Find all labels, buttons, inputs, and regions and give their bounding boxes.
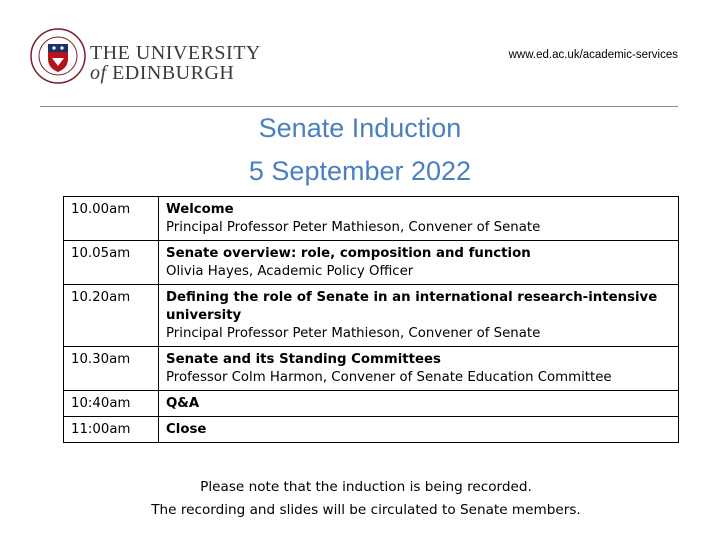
- agenda-item: [159, 347, 679, 391]
- agenda-item: [159, 197, 679, 241]
- agenda-time: 10.30am: [64, 347, 159, 391]
- page-date: 5 September 2022: [248, 156, 472, 186]
- agenda-item: [159, 241, 679, 285]
- agenda-item-title: Defining the role of Senate in an international research-intensive university: [166, 290, 658, 323]
- agenda-time: 10:40am: [64, 391, 159, 417]
- agenda-item-title: Q&A: [166, 396, 200, 411]
- page-title: Senate Induction: [258, 113, 462, 143]
- circulation-note: The recording and slides will be circulated to Senate members.: [151, 502, 581, 518]
- logo-university-line: THE UNIVERSITY: [90, 42, 261, 64]
- agenda-row: [64, 285, 679, 347]
- agenda-item: [159, 285, 679, 347]
- agenda-item-title: Senate overview: role, composition and function: [166, 246, 531, 261]
- agenda-row: [64, 241, 679, 285]
- agenda-row: [64, 417, 679, 443]
- logo-edinburgh-line: [90, 62, 234, 85]
- logo-edinburgh-word: EDINBURGH: [112, 62, 235, 84]
- agenda-item-title: Close: [166, 422, 207, 437]
- agenda-item-detail: Principal Professor Peter Mathieson, Convener of Senate: [166, 326, 541, 341]
- agenda-item-detail: Olivia Hayes, Academic Policy Officer: [166, 264, 414, 279]
- agenda-item-title: Senate and its Standing Committees: [166, 352, 441, 367]
- agenda-time: 10.20am: [64, 285, 159, 347]
- agenda-item-title: Welcome: [166, 202, 234, 217]
- agenda-table: [63, 196, 679, 443]
- agenda-item: [159, 391, 679, 417]
- agenda-row: [64, 197, 679, 241]
- agenda-item-detail: Principal Professor Peter Mathieson, Convener of Senate: [166, 220, 541, 235]
- agenda-item: [159, 417, 679, 443]
- agenda-time: 10.00am: [64, 197, 159, 241]
- header-url-link[interactable]: www.ed.ac.uk/academic-services: [508, 49, 678, 61]
- university-crest-icon: [30, 28, 86, 84]
- header-divider: [40, 106, 678, 107]
- recording-note: Please note that the induction is being recorded.: [200, 479, 532, 495]
- agenda-time: 10.05am: [64, 241, 159, 285]
- agenda-row: [64, 391, 679, 417]
- agenda-row: [64, 347, 679, 391]
- agenda-time: 11:00am: [64, 417, 159, 443]
- university-logo: [30, 28, 261, 88]
- agenda-item-detail: Professor Colm Harmon, Convener of Senate Education Committee: [166, 370, 612, 385]
- logo-of-word: of: [90, 62, 107, 84]
